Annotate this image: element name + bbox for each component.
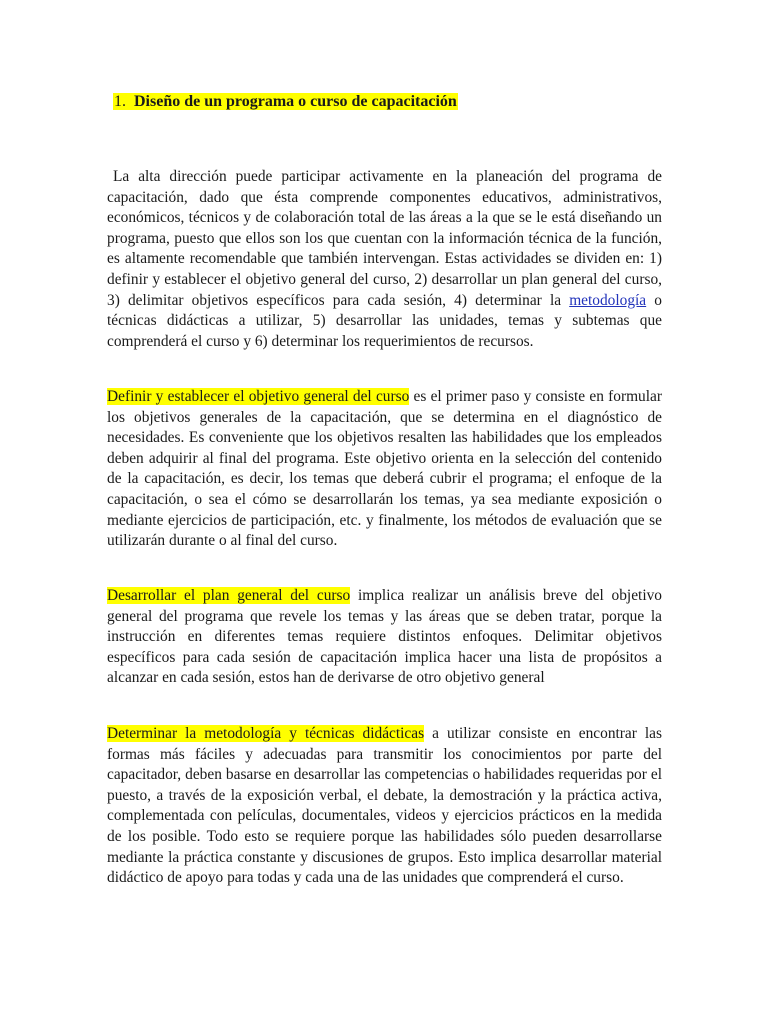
heading-title: Diseño de un programa o curso de capacitación (134, 93, 457, 110)
metodologia-link[interactable]: metodología (569, 291, 647, 309)
section-heading (113, 92, 573, 112)
intro-text-before: La alta dirección puede participar activamente en la planeación del programa de capacitación, dado que ésta comprende componentes educativos, administrativos, económicos, técnicos y de colaboración total de las áreas a la que se le está diseñando un programa, puesto que ellos son los que cuentan con la información técnica de la función, es altamente recomendable que también intervengan. Estas actividades se dividen en: 1) definir y establecer el objetivo general del curso, 2) desarrollar un plan general del curso, 3) delimitar objetivos específicos para cada sesión, 4) determinar la (107, 168, 662, 309)
methodology-highlight: Determinar la metodología y técnicas didácticas (107, 725, 425, 742)
objective-text: es el primer paso y consiste en formular los objetivos generales de la capacitación, que se determina en el diagnóstico de necesidades. Es conveniente que los objetivos resalten las habilidades que los empleados deben adquirir al final del programa. Este objetivo orienta en la selección del contenido de la capacitación, es decir, los temas que deberá cubrir el programa; el enfoque de la capacitación, o sea el cómo se desarrollarán los temas, ya sea mediante exposición o mediante ejercicios de participación, etc. y finalmente, los métodos de evaluación que se utilizarán durante o al final del curso. (107, 388, 662, 550)
intro-text-after: o técnicas didácticas a utilizar, 5) desarrollar las unidades, temas y subtemas que comprenderá el curso y 6) determinar los requerimientos de recursos. (107, 291, 662, 350)
methodology-text: a utilizar consiste en encontrar las formas más fáciles y adecuadas para transmitir los conocimientos por parte del capacitador, deben basarse en desarrollar las competencias o habilidades requeridas por el puesto, a través de la exposición verbal, el debate, la demostración y la práctica activa, complementada con películas, documentales, videos y ejercicios prácticos en la medida de los posible. Todo esto se requiere porque las habilidades sólo pueden desarrollarse mediante la práctica constante y discusiones de grupos. Esto implica desarrollar material didáctico de apoyo para todas y cada una de las unidades que comprenderá el curso. (107, 725, 662, 887)
heading-number: 1. (114, 93, 126, 110)
objective-paragraph (107, 387, 662, 552)
objective-highlight: Definir y establecer el objetivo general del curso (107, 388, 410, 405)
plan-paragraph (107, 586, 662, 689)
intro-paragraph (107, 167, 662, 352)
plan-highlight: Desarrollar el plan general del curso (107, 587, 351, 604)
methodology-paragraph (107, 724, 662, 889)
heading-highlight (113, 93, 458, 110)
plan-text: implica realizar un análisis breve del objetivo general del programa que revele los temas y las áreas que se deben tratar, porque la instrucción en diferentes temas requiere distintos enfoques. Delimitar objetivos específicos para cada sesión de capacitación implica hacer una lista de propósitos a alcanzar en cada sesión, estos han de derivarse de otro objetivo general (107, 587, 662, 687)
